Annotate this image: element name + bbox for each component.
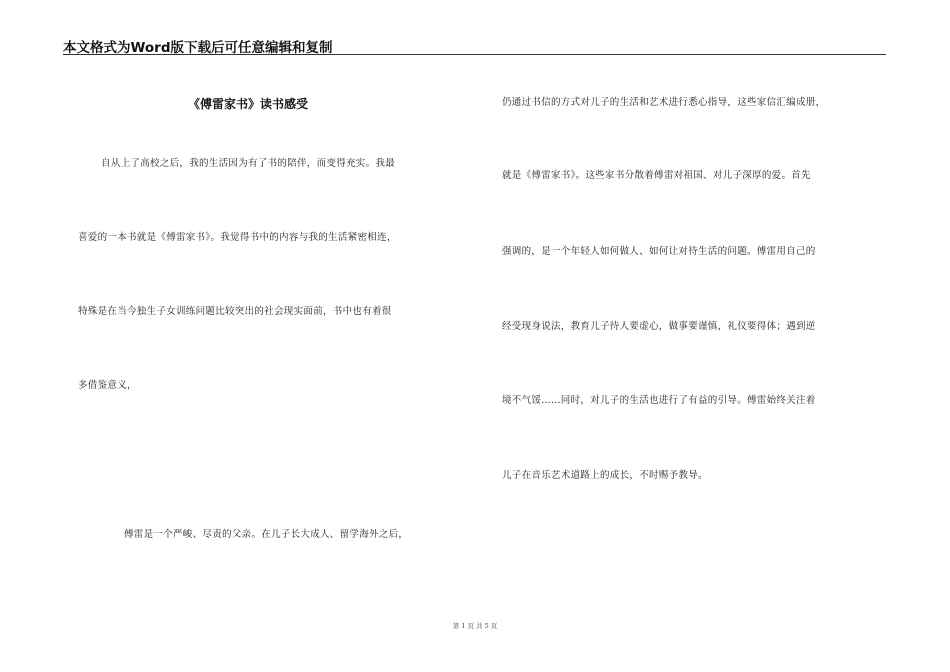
page-footer: 第 1 页 共 5 页 bbox=[452, 622, 498, 630]
left-line-1: 自从上了高校之后，我的生活因为有了书的陪伴，而变得充实。我最 bbox=[101, 158, 396, 169]
header-title: 本文格式为Word版下载后可任意编辑和复制 bbox=[63, 40, 333, 56]
left-line-2: 喜爱的一本书就是《傅雷家书》。我觉得书中的内容与我的生活紧密相连， bbox=[78, 232, 397, 243]
left-line-5: 傅雷是一个严峻、尽责的父亲。在儿子长大成人、留学海外之后， bbox=[124, 529, 409, 540]
right-line-2: 就是《傅雷家书》。这些家书分散着傅雷对祖国、对儿子深厚的爱。首先 bbox=[502, 170, 811, 181]
right-line-4: 经受现身说法，教育儿子待人要虚心，做事要谨慎，礼仪要得体；遇到逆 bbox=[502, 321, 816, 332]
right-line-1: 仍通过书信的方式对儿子的生活和艺术进行悉心指导，这些家信汇编成册， bbox=[502, 97, 826, 108]
right-line-6: 儿子在音乐艺术道路上的成长，不时赐予教导。 bbox=[502, 470, 708, 481]
page-header bbox=[63, 34, 886, 55]
right-line-3: 强调的，是一个年轻人如何做人、如何让对待生活的问题。傅雷用自己的 bbox=[502, 246, 816, 257]
right-line-5: 境不气馁……同时，对儿子的生活也进行了有益的引导。傅雷始终关注着 bbox=[502, 395, 816, 406]
left-line-4: 多借鉴意义， bbox=[78, 380, 137, 391]
left-line-3: 特殊是在当今独生子女训练问题比较突出的社会现实面前，书中也有着很 bbox=[78, 306, 392, 317]
document-title: 《傅雷家书》读书感受 bbox=[188, 97, 309, 111]
